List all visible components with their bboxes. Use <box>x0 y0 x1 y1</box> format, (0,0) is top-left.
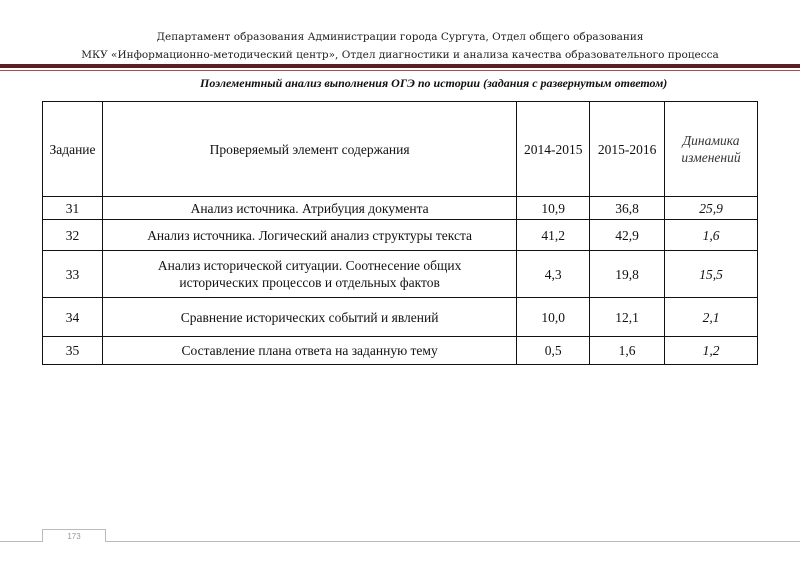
cell-element: Сравнение исторических событий и явлений <box>102 298 516 337</box>
table-row <box>43 197 758 220</box>
table-row <box>43 251 758 298</box>
cell-2014-2015: 4,3 <box>517 251 590 298</box>
cell-2015-2016: 36,8 <box>590 197 665 220</box>
cell-dynamics: 1,2 <box>665 337 758 365</box>
cell-task: 35 <box>43 337 103 365</box>
page-number: 173 <box>42 529 106 542</box>
cell-2014-2015: 0,5 <box>517 337 590 365</box>
header-element: Проверяемый элемент содержания <box>102 102 516 197</box>
cell-element: Анализ источника. Атрибуция документа <box>102 197 516 220</box>
header-2014-2015: 2014-2015 <box>517 102 590 197</box>
table-header-row <box>43 102 758 197</box>
header-rule <box>0 64 800 68</box>
cell-element: Составление плана ответа на заданную тему <box>102 337 516 365</box>
header-line-1: Департамент образования Администрации города Сургута, Отдел общего образования <box>156 31 644 43</box>
cell-dynamics: 1,6 <box>665 220 758 251</box>
cell-2014-2015: 10,0 <box>517 298 590 337</box>
cell-task: 34 <box>43 298 103 337</box>
cell-task: 32 <box>43 220 103 251</box>
header-task: Задание <box>43 102 103 197</box>
cell-2015-2016: 1,6 <box>590 337 665 365</box>
cell-2014-2015: 10,9 <box>517 197 590 220</box>
cell-2015-2016: 19,8 <box>590 251 665 298</box>
table-row <box>43 298 758 337</box>
table-row <box>43 337 758 365</box>
header-2015-2016: 2015-2016 <box>590 102 665 197</box>
table-row <box>43 220 758 251</box>
footer-rule <box>0 541 800 542</box>
cell-element: Анализ источника. Логический анализ структуры текста <box>102 220 516 251</box>
analysis-table <box>42 101 758 365</box>
cell-task: 31 <box>43 197 103 220</box>
cell-element: Анализ исторической ситуации. Соотнесение общих исторических процессов и отдельных фактов <box>102 251 516 298</box>
header-dynamics: Динамика изменений <box>665 102 758 197</box>
cell-task: 33 <box>43 251 103 298</box>
cell-dynamics: 25,9 <box>665 197 758 220</box>
table-title: Поэлементный анализ выполнения ОГЭ по истории (задания с развернутым ответом) <box>200 76 668 90</box>
cell-dynamics: 2,1 <box>665 298 758 337</box>
header-rule-thin <box>0 70 800 71</box>
cell-dynamics: 15,5 <box>665 251 758 298</box>
cell-2015-2016: 12,1 <box>590 298 665 337</box>
cell-2015-2016: 42,9 <box>590 220 665 251</box>
cell-2014-2015: 41,2 <box>517 220 590 251</box>
header-line-2: МКУ «Информационно-методический центр», Отдел диагностики и анализа качества образовательного процесса <box>81 49 719 61</box>
